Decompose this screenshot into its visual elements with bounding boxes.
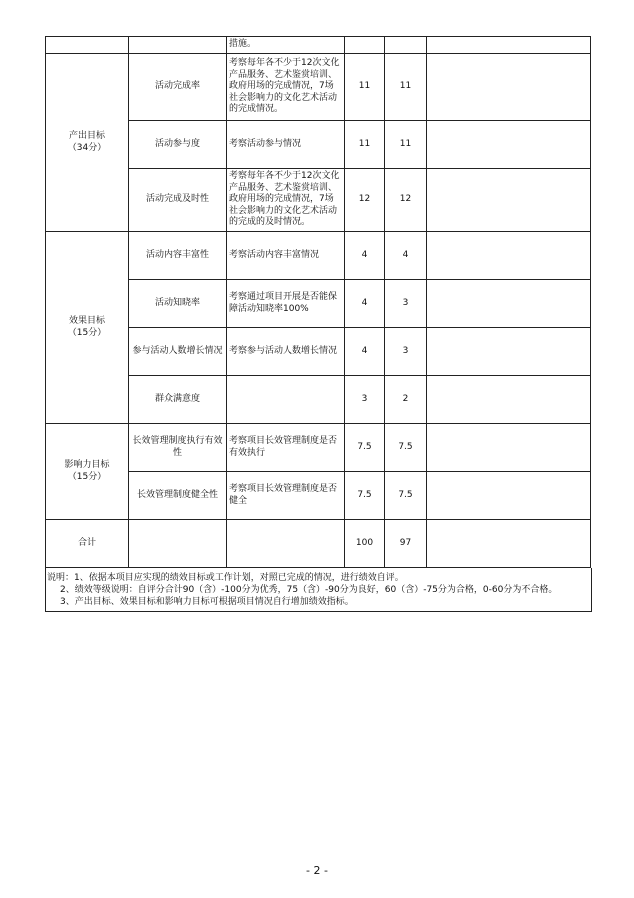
total-label: 合计	[46, 520, 129, 568]
indicator-cell: 考察每年各不少于12次文化产品服务、艺术鉴赏培训、政府用场的完成情况，7场社会影响力的文化艺术活动的完成情况。	[227, 54, 345, 121]
indicator-cell: 考察项目长效管理制度是否有效执行	[227, 424, 345, 472]
note-line-2: 2、绩效等级说明：自评分合计90（含）-100分为优秀，75（含）-90分为良好，60（含）-75分为合格，0-60分为不合格。	[60, 585, 558, 595]
self-score-cell: 7.5	[385, 424, 427, 472]
self-score-cell: 7.5	[385, 472, 427, 520]
self-score-cell: 4	[385, 232, 427, 280]
category-cell-effect	[46, 232, 129, 424]
sub-indicator-cell: 活动参与度	[129, 121, 227, 169]
performance-table	[45, 36, 591, 568]
self-score-cell: 12	[385, 169, 427, 232]
remark-cell	[427, 54, 591, 121]
self-score-cell: 3	[385, 280, 427, 328]
self-score-cell: 2	[385, 376, 427, 424]
sub-indicator-cell: 群众满意度	[129, 376, 227, 424]
category-score: （34分）	[67, 142, 107, 153]
sub-indicator-cell: 活动内容丰富性	[129, 232, 227, 280]
evaluation-sheet	[45, 36, 590, 612]
indicator-cell: 考察每年各不少于12次文化产品服务、艺术鉴赏培训、政府用场的完成情况，7场社会影响力的文化艺术活动的完成的及时情况。	[227, 169, 345, 232]
indicator-cell: 考察活动内容丰富情况	[227, 232, 345, 280]
sub-indicator-cell: 活动知晓率	[129, 280, 227, 328]
remark-cell	[427, 169, 591, 232]
indicator-cell	[227, 376, 345, 424]
page-number: - 2 -	[306, 864, 328, 877]
sub-indicator-cell: 活动完成率	[129, 54, 227, 121]
total-full-score: 100	[345, 520, 385, 568]
note-line-3: 3、产出目标、效果目标和影响力目标可根据项目情况自行增加绩效指标。	[60, 597, 354, 607]
full-score-cell: 7.5	[345, 472, 385, 520]
full-score-cell: 3	[345, 376, 385, 424]
table-row	[46, 54, 591, 121]
notes-section	[45, 568, 592, 612]
category-label: 效果目标	[68, 316, 105, 326]
self-score-cell: 11	[385, 121, 427, 169]
remark-cell	[427, 376, 591, 424]
indicator-cell: 考察通过项目开展是否能保障活动知晓率100%	[227, 280, 345, 328]
sub-indicator-cell: 长效管理制度执行有效性	[129, 424, 227, 472]
category-score: （15分）	[67, 327, 107, 338]
full-score-cell: 11	[345, 54, 385, 121]
table-row	[46, 232, 591, 280]
table-row	[46, 424, 591, 472]
full-score-cell: 4	[345, 328, 385, 376]
category-cell-influence	[46, 424, 129, 520]
total-self-score: 97	[385, 520, 427, 568]
indicator-cell: 考察活动参与情况	[227, 121, 345, 169]
remark-cell	[427, 424, 591, 472]
category-cell-output	[46, 54, 129, 232]
table-row	[46, 37, 591, 54]
sub-indicator-cell: 活动完成及时性	[129, 169, 227, 232]
category-score: （15分）	[67, 471, 107, 482]
category-label: 产出目标	[68, 131, 105, 141]
sub-indicator-cell: 长效管理制度健全性	[129, 472, 227, 520]
note-line-1: 说明：1、依据本项目应实现的绩效目标或工作计划，对照已完成的情况，进行绩效自评。	[47, 573, 404, 583]
full-score-cell: 12	[345, 169, 385, 232]
sub-indicator-cell: 参与活动人数增长情况	[129, 328, 227, 376]
full-score-cell: 4	[345, 280, 385, 328]
indicator-cell: 考察项目长效管理制度是否健全	[227, 472, 345, 520]
full-score-cell: 4	[345, 232, 385, 280]
full-score-cell: 7.5	[345, 424, 385, 472]
remark-cell	[427, 121, 591, 169]
full-score-cell: 11	[345, 121, 385, 169]
remark-cell	[427, 232, 591, 280]
remark-cell	[427, 472, 591, 520]
self-score-cell: 3	[385, 328, 427, 376]
remark-cell	[427, 280, 591, 328]
self-score-cell: 11	[385, 54, 427, 121]
indicator-cell: 考察参与活动人数增长情况	[227, 328, 345, 376]
category-label: 影响力目标	[64, 460, 110, 470]
remark-cell	[427, 328, 591, 376]
indicator-cell: 措施。	[227, 37, 345, 54]
total-row	[46, 520, 591, 568]
